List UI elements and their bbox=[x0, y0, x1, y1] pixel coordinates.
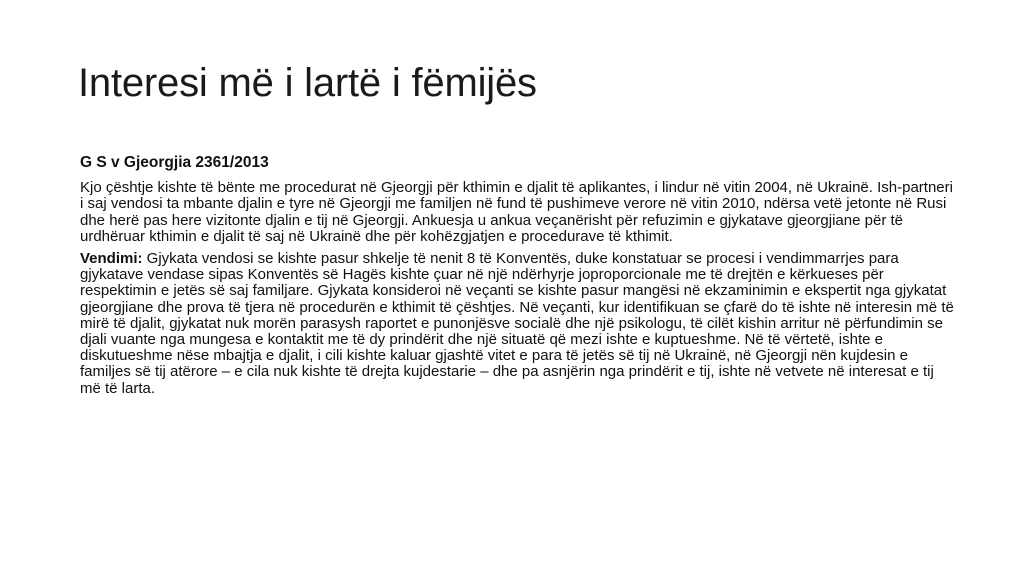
case-facts-paragraph: Kjo çështje kishte të bënte me procedurat në Gjeorgji për kthimin e djalit të aplikantes, i lindur në vitin 2004, në Ukrainë. Ish-partneri i saj vendosi ta mbante djalin e tyre në Gjeorgji me familjen në fund të pushimeve verore në vitin 2010, ndërsa vetë jetonte në Rusi dhe herë pas here vizitonte djalin e tij në Gjeorgji. Ankuesja u ankua veçanërisht për refuzimin e gjykatave gjeorgjiane për të urdhëruar kthimin e djalit të saj në Ukrainë dhe për kohëzgjatjen e procedurave të kthimit. bbox=[80, 179, 953, 245]
decision-paragraph bbox=[80, 251, 955, 397]
slide-body bbox=[80, 155, 955, 403]
decision-text: Gjykata vendosi se kishte pasur shkelje të nenit 8 të Konventës, duke konstatuar se procesi i vendimmarrjes para gjykatave vendase sipas Konventës së Hagës kishte çuar në një ndërhyrje joproporcionale me të drejtën e kërkueses për respektimin e jetës së saj familjare. Gjykata konsideroi në veçanti se kishte pasur mangësi në ekzaminimin e ekspertit nga gjykatat gjeorgjiane dhe prova të tjera në procedurën e kthimit të çështjes. Në veçanti, kur identifikuan se çfarë do të ishte në interesin më të mirë të djalit, gjykatat nuk morën parasysh raportet e punonjësve socialë dhe një psikologu, të cilët kishin arritur në përfundimin se djali vuante nga mungesa e kontaktit me të dy prindërit dhe një situatë që mezi ishte e kuptueshme. Në të vërtetë, ishte e diskutueshme nëse mbajtja e djalit, i cili kishte kaluar gjashtë vitet e para të jetës së tij në Ukrainë, në Gjeorgji nën kujdesin e familjes së tij atërore – e cila nuk kishte të drejta kujdestarie – dhe pa asnjërin nga prindërit e tij, ishte në vetvete në interesat e tij më të larta. bbox=[80, 250, 954, 397]
decision-label: Vendimi: bbox=[80, 250, 143, 268]
case-heading: G S v Gjeorgjia 2361/2013 bbox=[80, 154, 269, 171]
slide-title: Interesi më i lartë i fëmijës bbox=[78, 61, 537, 105]
